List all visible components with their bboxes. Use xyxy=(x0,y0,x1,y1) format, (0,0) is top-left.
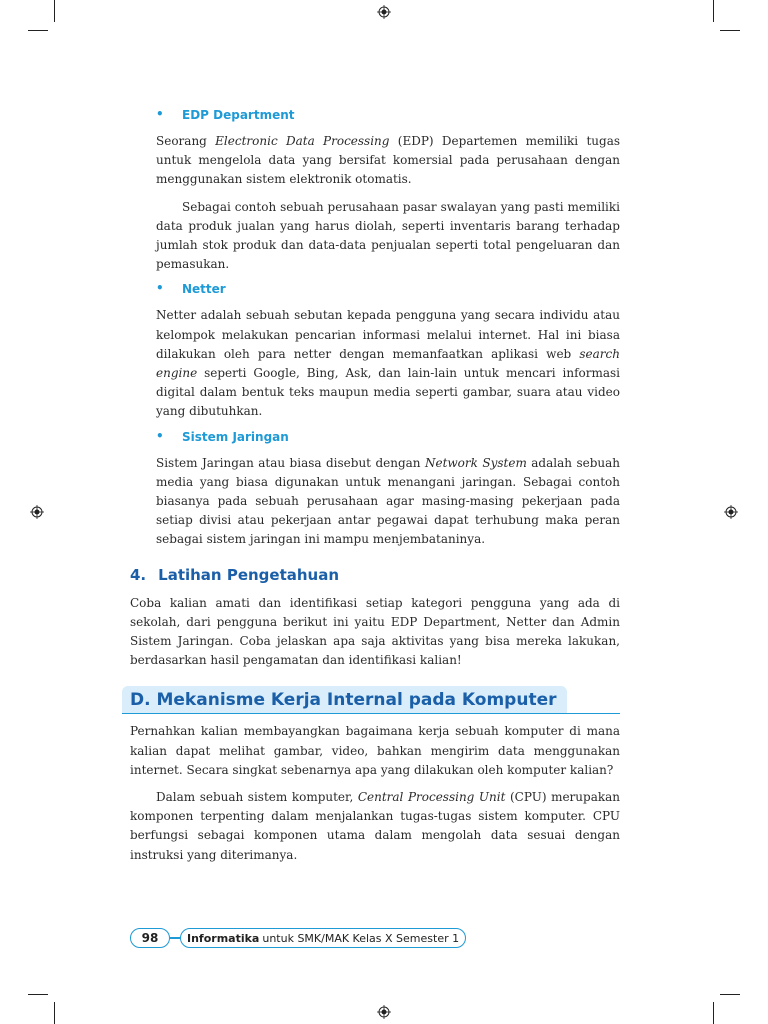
section-title: D. Mekanisme Kerja Internal pada Komputer xyxy=(122,686,567,713)
jaringan-paragraph xyxy=(156,454,620,550)
mekanisme-paragraph-2 xyxy=(130,788,620,865)
bullet-heading-edp: • EDP Department xyxy=(156,108,620,122)
page-footer xyxy=(130,928,466,948)
bullet-heading-sistem-jaringan: • Sistem Jaringan xyxy=(156,430,620,444)
latihan-paragraph: Coba kalian amati dan identifikasi setiap kategori pengguna yang ada di sekolah, dari pengguna berikut ini yaitu EDP Department, Netter dan Admin Sistem Jaringan. Coba jelaskan apa saja aktivitas yang bisa mereka lakukan, berdasarkan hasil pengamatan dan identifikasi kalian! xyxy=(130,595,620,668)
italic-term: Network System xyxy=(424,455,527,470)
italic-term: Central Processing Unit xyxy=(357,790,506,805)
crop-mark xyxy=(720,994,740,995)
book-title-rest: untuk SMK/MAK Kelas X Semester 1 xyxy=(262,931,460,945)
subsection-number: 4. xyxy=(130,565,147,584)
edp-paragraph-1 xyxy=(156,132,620,190)
crop-mark xyxy=(54,0,55,22)
text-run: Netter adalah sebuah sebutan kepada pengguna yang secara individu atau kelompok melakukan pencarian informasi melalui internet. Hal ini biasa dilakukan oleh para netter dengan memanfaatkan aplikasi web xyxy=(156,308,620,361)
text-run: Dalam sebuah sistem komputer, xyxy=(156,790,358,805)
bullet-heading-netter: • Netter xyxy=(156,282,620,296)
netter-paragraph xyxy=(156,306,620,421)
text-run: Sistem Jaringan atau biasa disebut dengan xyxy=(156,455,425,470)
registration-mark-icon xyxy=(377,5,391,19)
registration-mark-icon xyxy=(377,1005,391,1019)
footer-connector xyxy=(170,937,180,938)
italic-term: Electronic Data Processing xyxy=(215,134,390,148)
text-run: (EDP) Departemen memiliki tugas untuk mengelola data yang bersifat komersial pada perusahaan dengan menggunakan sistem elektronik otomatis. xyxy=(156,134,620,187)
book-title xyxy=(180,928,466,948)
edp-paragraph-2: Sebagai contoh sebuah perusahaan pasar swalayan yang pasti memiliki data produk jualan yang harus diolah, seperti inventaris barang terhadap jumlah stok produk dan data-data penjualan seperti total pengeluaran dan pemasukan. xyxy=(156,199,620,272)
text-run: adalah sebuah media yang biasa digunakan untuk menangani jaringan. Sebagai contoh biasanya pada sebuah perusahaan agar masing-masing pekerjaan pada setiap divisi atau pekerjaan antar pegawai dapat terhubung maka peran sebagai sistem jaringan ini mampu menjembataninya. xyxy=(156,455,620,547)
book-title-bold: Informatika xyxy=(187,931,260,945)
subsection-heading-latihan xyxy=(130,566,620,584)
italic-term: search engine xyxy=(156,346,620,381)
text-run: (CPU) merupakan komponen terpenting dalam menjalankan tugas-tugas sistem komputer. CPU berfungsi sebagai komponen utama dalam mengolah data sesuai dengan instruksi yang diterimanya. xyxy=(130,790,621,862)
text-run: Seorang xyxy=(156,134,216,148)
crop-mark xyxy=(713,0,714,22)
registration-mark-icon xyxy=(30,505,44,519)
text-run: seperti Google, Bing, Ask, dan lain-lain untuk mencari informasi digital dalam bentuk teks maupun media seperti gambar, suara atau video yang dibutuhkan. xyxy=(156,366,620,419)
page-number: 98 xyxy=(130,928,170,948)
subsection-title: Latihan Pengetahuan xyxy=(158,565,340,584)
mekanisme-paragraph-1: Pernahkan kalian membayangkan bagaimana kerja sebuah komputer di mana kalian dapat melihat gambar, video, bahkan mengirim data menggunakan internet. Secara singkat sebenarnya apa yang dilakukan oleh komputer kalian? xyxy=(130,724,620,777)
crop-mark xyxy=(713,1002,714,1024)
crop-mark xyxy=(54,1002,55,1024)
crop-mark xyxy=(28,994,48,995)
page-content xyxy=(130,100,620,873)
section-heading-d xyxy=(122,686,620,714)
crop-mark xyxy=(28,30,48,31)
registration-mark-icon xyxy=(724,505,738,519)
crop-mark xyxy=(720,30,740,31)
